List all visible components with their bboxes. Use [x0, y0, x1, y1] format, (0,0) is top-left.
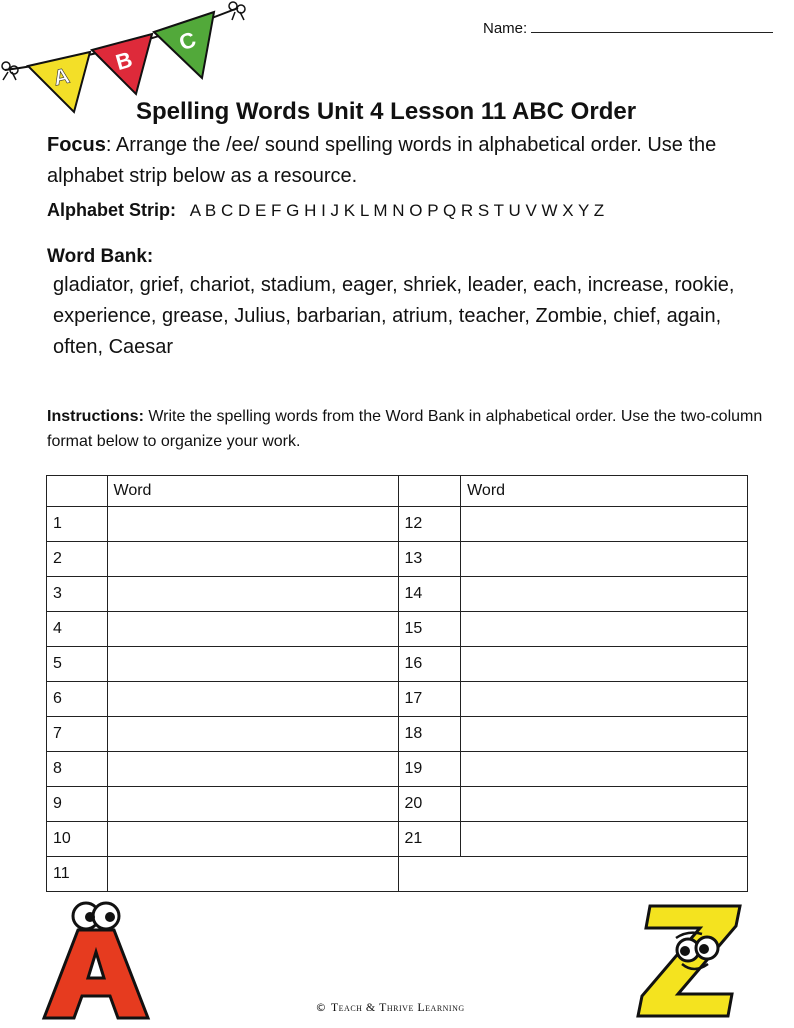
row-number-right: 20: [398, 787, 461, 822]
row-number-right: 13: [398, 542, 461, 577]
name-underline[interactable]: [531, 18, 773, 33]
header-number-left: [47, 476, 108, 507]
abc-order-table: [46, 475, 748, 892]
table-row: [47, 577, 748, 612]
word-bank-words: gladiator, grief, chariot, stadium, eager, shriek, leader, each, increase, rookie, experience, grease, Julius, barbarian, atrium, teacher, Zombie, chief, again, often, Caesar: [53, 274, 735, 358]
table-row: [47, 822, 748, 857]
banner-bow-left-icon: [2, 62, 18, 80]
footer-brand: Teach & Thrive Learning: [330, 1000, 465, 1014]
row-number-left: 6: [47, 682, 108, 717]
row-number-right: 14: [398, 577, 461, 612]
word-cell-left[interactable]: [107, 752, 398, 787]
table-row: [47, 682, 748, 717]
row-number-left: 11: [47, 857, 108, 892]
row-number-right: 15: [398, 612, 461, 647]
focus-paragraph: [47, 130, 762, 192]
row-number-left: 10: [47, 822, 108, 857]
svg-text:A: A: [51, 62, 72, 91]
table-row: [47, 647, 748, 682]
row-number-left: 3: [47, 577, 108, 612]
svg-text:B: B: [112, 46, 136, 75]
row-number-left: 5: [47, 647, 108, 682]
banner-flag-b: [92, 34, 152, 94]
row-number-right: 12: [398, 507, 461, 542]
word-cell-right[interactable]: [461, 542, 748, 577]
word-cell-right[interactable]: [461, 822, 748, 857]
row-number-right: 19: [398, 752, 461, 787]
table-row: [47, 717, 748, 752]
row-number-right: 18: [398, 717, 461, 752]
word-cell-left[interactable]: [107, 612, 398, 647]
name-label: Name:: [483, 20, 528, 37]
row-number-left: 9: [47, 787, 108, 822]
banner-flag-c: [154, 12, 214, 78]
word-cell-left[interactable]: [107, 507, 398, 542]
table-row: [47, 857, 748, 892]
row-number-right: 16: [398, 647, 461, 682]
word-cell-left[interactable]: [107, 647, 398, 682]
table-row: [47, 507, 748, 542]
page-title: Spelling Words Unit 4 Lesson 11 ABC Order: [135, 98, 637, 125]
word-cell-left[interactable]: [107, 577, 398, 612]
word-cell-left[interactable]: [107, 857, 398, 892]
svg-text:C: C: [175, 26, 200, 56]
word-cell-right[interactable]: [461, 682, 748, 717]
table-header-row: [47, 476, 748, 507]
row-number-left: 7: [47, 717, 108, 752]
instructions-paragraph: [47, 404, 767, 454]
table-row: [47, 542, 748, 577]
instructions-text: Write the spelling words from the Word Bank in alphabetical order. Use the two-column format below to organize your work.: [47, 408, 763, 450]
word-cell-right[interactable]: [461, 717, 748, 752]
footer-credit: [0, 1000, 780, 1015]
word-cell-right[interactable]: [461, 752, 748, 787]
alphabet-strip-letters: A B C D E F G H I J K L M N O P Q R S T U V W X Y Z: [189, 201, 605, 220]
table-body: [47, 507, 748, 892]
word-cell-right[interactable]: [461, 507, 748, 542]
word-cell-left[interactable]: [107, 682, 398, 717]
row-number-left: 1: [47, 507, 108, 542]
row-number-left: 4: [47, 612, 108, 647]
mascot-a-eyes-icon: [73, 903, 119, 929]
copyright-icon: ©: [315, 1001, 327, 1014]
word-cell-left[interactable]: [107, 542, 398, 577]
word-cell-right[interactable]: [461, 612, 748, 647]
row-number-right: 21: [398, 822, 461, 857]
word-cell-left[interactable]: [107, 717, 398, 752]
table-row: [47, 612, 748, 647]
name-field[interactable]: [483, 18, 773, 37]
row-number-left: 2: [47, 542, 108, 577]
focus-label: Focus: [47, 134, 106, 156]
word-cell-left[interactable]: [107, 787, 398, 822]
empty-merged-cell: [398, 857, 747, 892]
table-row: [47, 752, 748, 787]
header-word-right: Word: [461, 476, 748, 507]
word-cell-left[interactable]: [107, 822, 398, 857]
row-number-right: 17: [398, 682, 461, 717]
word-cell-right[interactable]: [461, 787, 748, 822]
alphabet-strip-label: Alphabet Strip:: [47, 200, 176, 220]
word-cell-right[interactable]: [461, 577, 748, 612]
header-word-left: Word: [107, 476, 398, 507]
word-bank-label: Word Bank:: [47, 246, 154, 267]
alphabet-strip: [47, 200, 604, 221]
instructions-label: Instructions:: [47, 408, 144, 425]
header-number-right: [398, 476, 461, 507]
word-cell-right[interactable]: [461, 647, 748, 682]
row-number-left: 8: [47, 752, 108, 787]
focus-text: : Arrange the /ee/ sound spelling words in alphabetical order. Use the alphabet strip below as a resource.: [47, 134, 717, 187]
table-row: [47, 787, 748, 822]
